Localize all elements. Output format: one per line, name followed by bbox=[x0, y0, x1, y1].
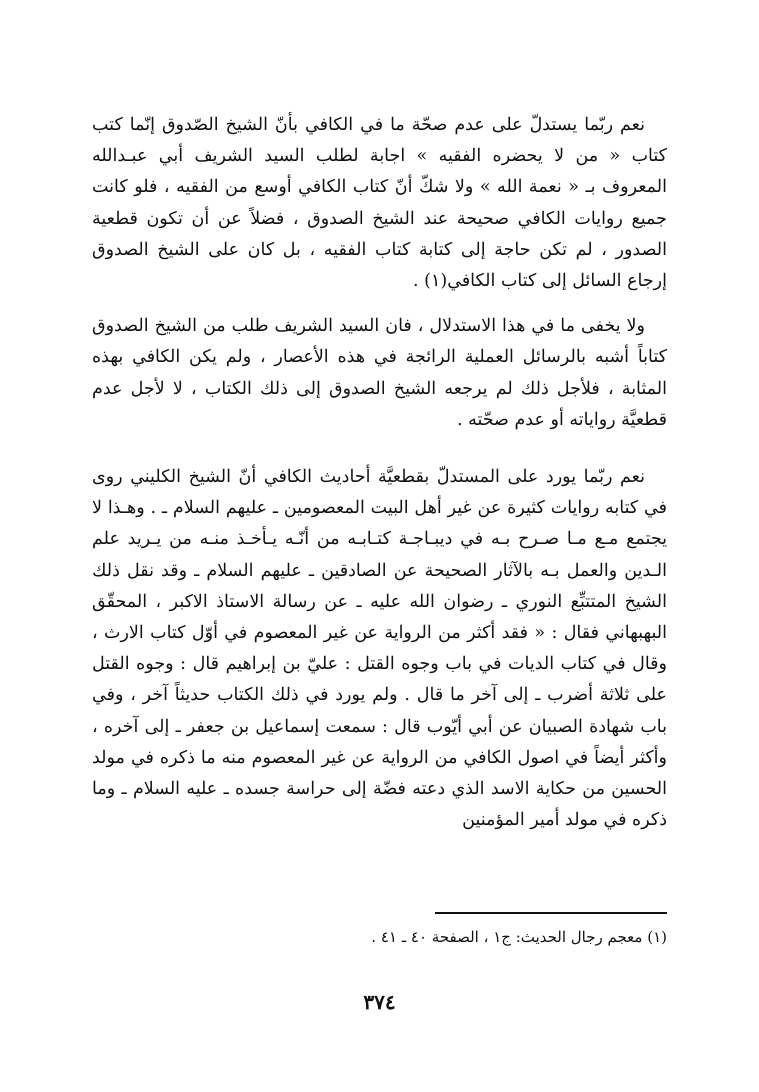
paragraph-1: نعم ربّما يستدلّ على عدم صحّة ما في الكافي بأنّ الشيخ الصّدوق إنّما كتب كتاب « من لا يحضره الفقيه » اجابة لطلب السيد الشريف أبي عبـدالله المعروف بـ « نعمة الله » ولا شكّ أنّ كتاب الكافي أوسع من الفقيه ، فلو كانت جميع روايات الكافي صحيحة عند الشيخ الصدوق ، فضلاً عن أن تكون قطعية الصدور ، لم تكن حاجة إلى كتابة كتاب الفقيه ، بل كان على الشيخ الصدوق إرجاع السائل إلى كتاب الكافي(١) . bbox=[92, 115, 667, 292]
footnote: (١) معجم رجال الحديث: ج١ ، الصفحة ٤٠ ـ ٤١ . bbox=[371, 928, 667, 946]
main-text bbox=[92, 110, 667, 850]
footnote-divider bbox=[435, 912, 667, 914]
paragraph-2: ولا يخفى ما في هذا الاستدلال ، فان السيد الشريف طلب من الشيخ الصدوق كتاباً أشبه بالرسائل العملية الرائجة في هذه الأعصار ، ولم يكن الكافي بهذه المثابة ، فلأجل ذلك لم يرجعه الشيخ الصدوق إلى ذلك الكتاب ، لا لأجل عدم قطعيَّة رواياته أو عدم صحّته . bbox=[92, 316, 667, 430]
paragraph-3: نعم ربّما يورد على المستدلّ بقطعيَّة أحاديث الكافي أنّ الشيخ الكليني روى في كتابه روايات كثيرة عن غير أهل البيت المعصومين ـ عليهم السلام ـ . وهـذا لا يجتمع مـع مـا صـرح بـه في ديبـاجـة كتـابـه من أنّـه يـأخـذ منـه من يـريد علم الـدين والعمل بـه بالآثار الصحيحة عن الصادقين ـ عليهم السلام ـ وقد نقل ذلك الشيخ المتتبِّع النوري ـ رضوان الله عليه ـ عن رسالة الاستاذ الاكبر ، المحقّق البهبهاني فقال : « فقد أكثر من الرواية عن غير المعصوم في أوّل كتاب الارث ، وقال في كتاب الديات في باب وجوه القتل : عليّ بن إبراهيم قال : وجوه القتل على ثلاثة أضرب ـ إلى آخر ما قال . ولم يورد في ذلك الكتاب حديثاً آخر ، وفي باب شهادة الصبيان عن أبي أيّوب قال : سمعت إسماعيل بن جعفر ـ إلى آخره ، وأكثر أيضاً في اصول الكافي من الرواية عن غير المعصوم منه ما ذكره في مولد الحسين من حكاية الاسد الذي دعته فضّة إلى حراسة جسده ـ عليه السلام ـ وما ذكره في مولد أمير المؤمنين bbox=[92, 467, 667, 831]
page-number: ٣٧٤ bbox=[363, 990, 396, 1014]
